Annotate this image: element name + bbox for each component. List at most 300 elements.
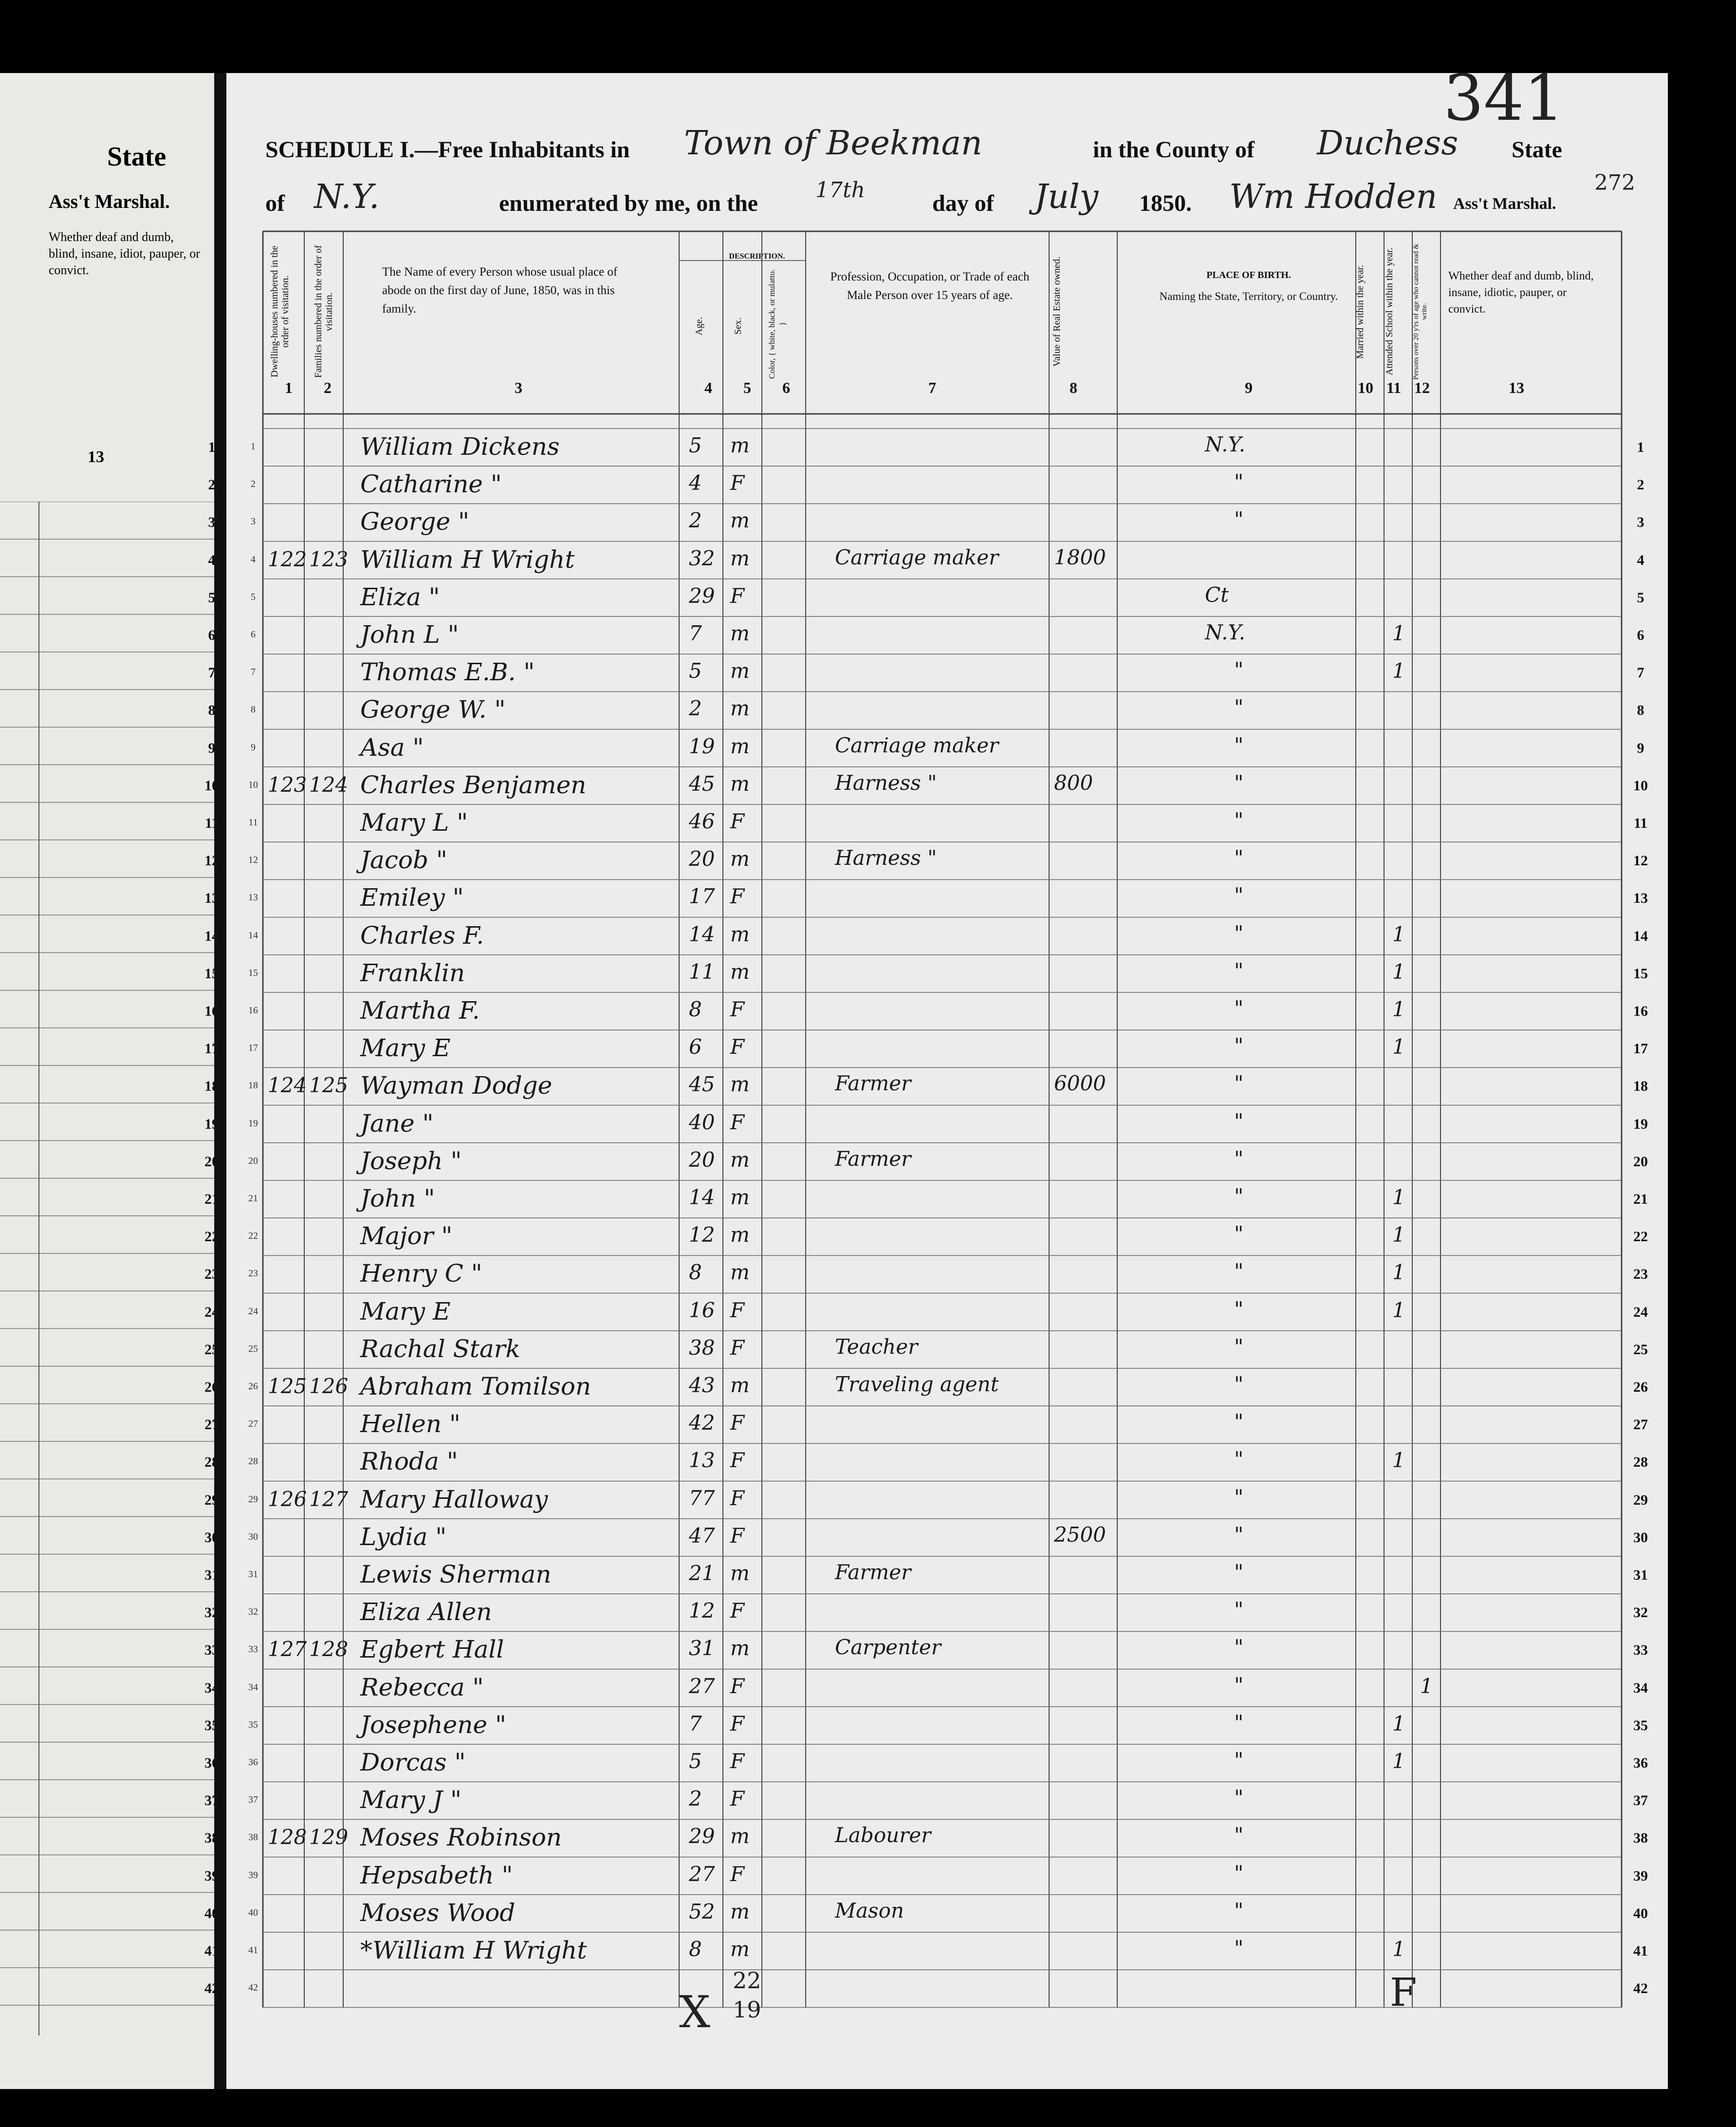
attended-school: 1 [1392, 1035, 1405, 1059]
row-number-right: 4 [1637, 552, 1644, 568]
row-number-right: 36 [1633, 1755, 1648, 1771]
person-occupation: Carriage maker [835, 733, 999, 757]
place-of-birth: " [1234, 1071, 1244, 1096]
person-name: Rhoda " [360, 1447, 458, 1476]
person-age: 4 [689, 471, 702, 495]
person-sex: F [730, 1448, 745, 1473]
row-number-inner: 39 [248, 1869, 258, 1881]
row-number-left: 21 [204, 1191, 219, 1207]
footer-tally-top: 22 [733, 1967, 761, 1994]
person-name: Jane " [360, 1109, 434, 1138]
page-number: 341 [1443, 61, 1565, 135]
day-of-label: day of [932, 190, 994, 216]
footer-right-mark: F [1390, 1970, 1417, 2015]
description-header: DESCRIPTION. [729, 252, 785, 261]
row-number-left: 36 [204, 1755, 219, 1771]
row-number-right: 32 [1633, 1605, 1648, 1621]
place-of-birth: " [1234, 1034, 1244, 1058]
person-sex: F [730, 1110, 745, 1134]
row-number-left: 24 [204, 1304, 219, 1320]
person-age: 46 [689, 809, 715, 833]
place-of-birth: " [1234, 1410, 1244, 1434]
person-age: 45 [689, 1072, 715, 1097]
attended-school: 1 [1392, 1260, 1405, 1285]
row-number-right: 15 [1633, 965, 1648, 982]
person-age: 27 [689, 1862, 715, 1886]
attended-school: 1 [1392, 1937, 1405, 1961]
dwelling-number: 126 [268, 1487, 307, 1511]
row-number-right: 19 [1633, 1116, 1648, 1132]
place-of-birth: " [1234, 1710, 1244, 1735]
attended-school: 1 [1392, 1223, 1405, 1247]
col-number-10: 10 [1358, 379, 1373, 396]
row-number-left: 27 [204, 1417, 219, 1433]
row-number-left: 4 [208, 552, 216, 568]
col2-header: Families numbered in the order of visitation. [313, 245, 334, 378]
person-age: 47 [689, 1523, 715, 1548]
real-estate-value: 1800 [1054, 545, 1106, 569]
person-sex: m [730, 1185, 750, 1209]
row-number-inner: 14 [248, 930, 258, 941]
row-number-inner: 17 [248, 1043, 258, 1054]
person-sex: m [730, 922, 750, 946]
place-of-birth: " [1234, 1146, 1244, 1171]
county-label: in the County of [1093, 137, 1255, 163]
person-sex: F [730, 1711, 745, 1735]
footer-tally-bottom: 19 [733, 1996, 761, 2023]
dwelling-number: 123 [268, 772, 307, 797]
col1-header: Dwelling-houses numbered in the order of visitation. [269, 245, 291, 378]
row-number-left: 13 [204, 890, 219, 907]
row-number-inner: 22 [248, 1231, 258, 1242]
row-number-left: 16 [204, 1003, 219, 1019]
row-number-right: 3 [1637, 514, 1644, 531]
person-name: Emiley " [360, 883, 464, 912]
place-of-birth: " [1234, 770, 1244, 795]
row-number-left: 12 [204, 853, 219, 869]
enumeration-day: 17th [815, 178, 866, 203]
col-number-11: 11 [1386, 379, 1402, 396]
row-number-left: 25 [204, 1341, 219, 1358]
family-number: 128 [309, 1637, 349, 1661]
place-of-birth: " [1234, 1861, 1244, 1885]
row-number-left: 17 [204, 1041, 219, 1057]
prev-page-col13-header: Whether deaf and dumb, blind, insane, idiot, pauper, or convict. [49, 230, 200, 277]
col7-header: Profession, Occupation, or Trade of each Male Person over 15 years of age. [830, 270, 1030, 302]
col-number-4: 4 [704, 379, 712, 396]
person-name: Egbert Hall [360, 1635, 504, 1664]
col-number-2: 2 [324, 379, 332, 396]
person-sex: F [730, 1599, 745, 1623]
person-name: John L " [360, 620, 459, 649]
person-name: Mary Halloway [360, 1485, 548, 1513]
row-number-inner: 8 [251, 704, 256, 715]
col5-header: Sex. [733, 317, 743, 335]
place-of-birth: " [1234, 958, 1244, 983]
person-name: Abraham Tomilson [360, 1372, 591, 1400]
row-number-inner: 31 [248, 1569, 258, 1580]
row-number-right: 17 [1633, 1041, 1648, 1057]
place-of-birth: " [1234, 1372, 1244, 1396]
place-of-birth: " [1234, 1447, 1244, 1472]
census-page [204, 61, 1668, 2089]
row-number-right: 2 [1637, 477, 1644, 493]
person-age: 77 [689, 1486, 715, 1510]
person-sex: m [730, 621, 750, 645]
row-number-inner: 9 [251, 742, 256, 753]
place-of-birth: " [1234, 1898, 1244, 1922]
person-age: 52 [689, 1899, 715, 1923]
person-name: Major " [360, 1222, 453, 1250]
prev-page-col13-number: 13 [88, 448, 104, 466]
row-number-left: 9 [208, 740, 216, 756]
row-number-right: 11 [1633, 815, 1648, 831]
person-age: 8 [689, 1937, 702, 1961]
person-name: George W. " [360, 695, 506, 724]
person-age: 20 [689, 1147, 715, 1172]
row-number-inner: 11 [248, 817, 258, 828]
county-name: Duchess [1317, 124, 1459, 163]
row-number-right: 22 [1633, 1229, 1648, 1245]
place-of-birth: N.Y. [1205, 432, 1246, 456]
person-name: John " [360, 1184, 435, 1213]
row-number-right: 34 [1633, 1679, 1648, 1696]
person-age: 27 [689, 1674, 715, 1698]
person-sex: m [730, 1147, 750, 1172]
row-number-inner: 23 [248, 1268, 258, 1279]
attended-school: 1 [1392, 1711, 1405, 1735]
row-number-right: 40 [1633, 1905, 1648, 1922]
row-number-left: 38 [204, 1830, 219, 1847]
person-occupation: Harness " [835, 846, 937, 870]
row-number-inner: 5 [251, 591, 256, 602]
person-occupation: Labourer [835, 1823, 931, 1847]
row-number-inner: 4 [251, 554, 256, 565]
row-number-right: 42 [1633, 1980, 1648, 1997]
place-of-birth: " [1234, 1635, 1244, 1660]
person-age: 5 [689, 1749, 702, 1773]
attended-school: 1 [1392, 659, 1405, 683]
row-number-right: 12 [1633, 853, 1648, 869]
person-sex: F [730, 884, 745, 909]
person-name: Rebecca " [360, 1673, 484, 1701]
row-number-inner: 13 [248, 892, 258, 903]
row-number-right: 5 [1637, 589, 1644, 606]
person-age: 2 [689, 696, 702, 721]
person-sex: F [730, 1486, 745, 1510]
place-of-birth: " [1234, 1485, 1244, 1509]
dwelling-number: 127 [268, 1637, 307, 1661]
row-number-inner: 19 [248, 1118, 258, 1129]
row-number-right: 1 [1637, 439, 1644, 455]
state-name: N.Y. [314, 178, 380, 216]
person-age: 11 [689, 959, 715, 984]
person-sex: F [730, 1862, 745, 1886]
col-number-9: 9 [1245, 379, 1253, 396]
row-number-right: 28 [1633, 1454, 1648, 1471]
row-number-inner: 30 [248, 1531, 258, 1542]
row-number-inner: 3 [251, 516, 256, 527]
attended-school: 1 [1392, 922, 1405, 946]
person-sex: m [730, 1373, 750, 1397]
person-age: 8 [689, 997, 702, 1021]
row-number-right: 6 [1637, 627, 1644, 643]
enumerated-label: enumerated by me, on the [499, 190, 758, 216]
row-number-inner: 38 [248, 1832, 258, 1843]
dwelling-number: 124 [268, 1073, 307, 1098]
row-number-right: 7 [1637, 665, 1644, 681]
row-number-right: 29 [1633, 1492, 1648, 1508]
row-number-inner: 33 [248, 1644, 258, 1655]
person-name: Eliza " [360, 582, 440, 611]
row-number-inner: 25 [248, 1343, 258, 1354]
person-name: Dorcas " [360, 1748, 466, 1776]
person-age: 13 [689, 1448, 715, 1473]
person-name: Charles Benjamen [360, 770, 587, 799]
person-sex: m [730, 508, 750, 533]
person-name: Charles F. [360, 921, 484, 950]
place-of-birth: " [1234, 1259, 1244, 1284]
row-number-left: 2 [208, 477, 216, 493]
person-occupation: Mason [835, 1898, 904, 1922]
person-sex: m [730, 771, 750, 796]
person-name: Mary J " [360, 1786, 462, 1814]
person-sex: F [730, 1749, 745, 1773]
row-number-inner: 2 [251, 479, 256, 490]
person-age: 29 [689, 1824, 715, 1848]
person-age: 38 [689, 1335, 715, 1360]
person-age: 12 [689, 1223, 715, 1247]
person-name: Wayman Dodge [360, 1071, 553, 1100]
place-of-birth: " [1234, 733, 1244, 757]
person-occupation: Carpenter [835, 1635, 941, 1660]
row-number-left: 18 [204, 1078, 219, 1095]
row-number-right: 39 [1633, 1867, 1648, 1884]
person-age: 21 [689, 1561, 715, 1585]
person-age: 8 [689, 1260, 702, 1285]
person-name: Henry C " [360, 1259, 482, 1288]
row-number-left: 42 [204, 1980, 219, 1997]
col-number-5: 5 [743, 379, 751, 396]
place-of-birth: " [1234, 1222, 1244, 1246]
row-number-inner: 10 [248, 779, 258, 790]
schedule-title: SCHEDULE I.—Free Inhabitants in [265, 137, 630, 163]
person-name: Mary L " [360, 808, 468, 837]
row-number-left: 11 [204, 815, 219, 831]
row-number-inner: 21 [248, 1193, 258, 1204]
row-number-left: 19 [204, 1116, 219, 1132]
town-name: Town of Beekman [684, 124, 982, 163]
col12-header: Persons over 20 y'rs of age who cannot read & write. [1412, 243, 1428, 380]
col-number-13: 13 [1509, 379, 1524, 396]
row-number-left: 34 [204, 1679, 219, 1696]
person-age: 14 [689, 922, 715, 946]
row-number-inner: 37 [248, 1794, 258, 1806]
row-number-right: 35 [1633, 1717, 1648, 1734]
real-estate-value: 2500 [1054, 1522, 1106, 1547]
person-age: 7 [689, 621, 702, 645]
person-occupation: Farmer [835, 1146, 911, 1171]
row-number-left: 41 [204, 1943, 219, 1959]
row-number-right: 38 [1633, 1830, 1648, 1847]
marshal-label: Ass't Marshal. [1453, 195, 1556, 213]
person-name: Lydia " [360, 1522, 447, 1551]
row-number-right: 30 [1633, 1529, 1648, 1546]
place-of-birth: " [1234, 1334, 1244, 1359]
row-number-right: 25 [1633, 1341, 1648, 1358]
row-number-inner: 36 [248, 1757, 258, 1768]
col3-header: The Name of every Person whose usual place of abode on the first day of June, 1850, was in this family. [382, 265, 618, 316]
person-sex: m [730, 1260, 750, 1285]
row-number-left: 31 [204, 1567, 219, 1583]
person-sex: F [730, 583, 745, 608]
person-age: 2 [689, 1787, 702, 1811]
dwelling-number: 122 [268, 547, 307, 571]
row-number-left: 28 [204, 1454, 219, 1471]
row-number-right: 18 [1633, 1078, 1648, 1095]
person-occupation: Teacher [835, 1334, 918, 1359]
col6-header: Color, { white, black, or mulatto. } [767, 269, 787, 379]
row-number-left: 5 [208, 589, 216, 606]
person-name: Mary E [360, 1034, 451, 1063]
row-number-inner: 7 [251, 667, 256, 678]
person-age: 43 [689, 1373, 715, 1397]
person-age: 20 [689, 847, 715, 871]
family-number: 126 [309, 1374, 349, 1398]
family-number: 127 [309, 1487, 349, 1511]
row-number-right: 23 [1633, 1266, 1648, 1283]
person-name: Franklin [360, 958, 465, 987]
place-of-birth: " [1234, 658, 1244, 682]
row-number-inner: 42 [248, 1982, 258, 1994]
row-number-right: 27 [1633, 1417, 1648, 1433]
attended-school: 1 [1392, 621, 1405, 645]
person-name: Mary E [360, 1297, 451, 1325]
row-number-left: 26 [204, 1379, 219, 1395]
row-number-right: 41 [1633, 1943, 1648, 1959]
person-age: 45 [689, 771, 715, 796]
col-number-8: 8 [1070, 379, 1077, 396]
row-number-right: 21 [1633, 1191, 1648, 1207]
person-sex: m [730, 1899, 750, 1923]
marshal-name: Wm Hodden [1229, 178, 1438, 216]
person-sex: F [730, 997, 745, 1021]
row-number-left: 39 [204, 1867, 219, 1884]
row-number-left: 32 [204, 1605, 219, 1621]
person-name: Lewis Sherman [360, 1560, 552, 1588]
person-sex: m [730, 659, 750, 683]
person-name: George " [360, 507, 470, 536]
row-number-inner: 16 [248, 1005, 258, 1016]
place-of-birth: N.Y. [1205, 620, 1246, 644]
place-of-birth: " [1234, 1786, 1244, 1810]
row-number-left: 15 [204, 965, 219, 982]
row-number-left: 6 [208, 627, 216, 643]
person-sex: F [730, 1035, 745, 1059]
cannot-read-write: 1 [1420, 1674, 1433, 1698]
attended-school: 1 [1392, 1749, 1405, 1773]
row-number-inner: 20 [248, 1155, 258, 1166]
row-number-right: 9 [1637, 740, 1644, 756]
place-of-birth: " [1234, 1598, 1244, 1622]
attended-school: 1 [1392, 959, 1405, 984]
row-number-inner: 1 [251, 441, 256, 452]
state-label: State [1512, 137, 1562, 163]
person-age: 2 [689, 508, 702, 533]
place-of-birth: " [1234, 1748, 1244, 1772]
row-number-inner: 29 [248, 1493, 258, 1505]
col-number-7: 7 [928, 379, 936, 396]
prev-page-ruling [0, 502, 214, 2035]
row-number-inner: 26 [248, 1381, 258, 1392]
person-occupation: Harness " [835, 770, 937, 795]
row-number-left: 40 [204, 1905, 219, 1922]
row-number-left: 20 [204, 1153, 219, 1170]
person-sex: F [730, 1787, 745, 1811]
real-estate-value: 6000 [1054, 1071, 1106, 1096]
page-number-small: 272 [1594, 170, 1635, 195]
person-name: William H Wright [360, 545, 575, 574]
person-occupation: Traveling agent [835, 1372, 999, 1396]
person-name: Moses Wood [360, 1898, 516, 1927]
person-sex: m [730, 1561, 750, 1585]
place-of-birth: " [1234, 507, 1244, 532]
row-number-left: 7 [208, 665, 216, 681]
person-name: Asa " [360, 733, 424, 762]
row-number-left: 29 [204, 1492, 219, 1508]
person-sex: m [730, 1223, 750, 1247]
row-number-inner: 32 [248, 1606, 258, 1618]
row-number-left: 22 [204, 1229, 219, 1245]
enumeration-month: July [1034, 178, 1099, 216]
place-of-birth: " [1234, 846, 1244, 870]
family-number: 129 [309, 1825, 349, 1849]
person-age: 42 [689, 1411, 715, 1435]
col9-header: Naming the State, Territory, or Country. [1159, 290, 1338, 302]
col4-header: Age. [694, 317, 704, 336]
person-occupation: Carriage maker [835, 545, 999, 569]
row-number-right: 33 [1633, 1642, 1648, 1659]
place-of-birth: " [1234, 1297, 1244, 1321]
row-number-right: 10 [1633, 777, 1648, 794]
person-age: 31 [689, 1636, 715, 1661]
person-name: Moses Robinson [360, 1823, 562, 1852]
row-number-left: 35 [204, 1717, 219, 1734]
person-age: 32 [689, 546, 715, 570]
place-of-birth: Ct [1205, 582, 1229, 607]
col8-header: Value of Real Estate owned. [1052, 256, 1062, 367]
of-label: of [265, 190, 285, 216]
place-of-birth: " [1234, 1936, 1244, 1960]
person-sex: F [730, 1335, 745, 1360]
person-name: Rachal Stark [360, 1334, 520, 1363]
col-number-12: 12 [1414, 379, 1430, 396]
row-number-inner: 6 [251, 629, 256, 640]
previous-page-fragment [0, 73, 214, 2089]
row-number-inner: 12 [248, 855, 258, 866]
place-of-birth: " [1234, 470, 1244, 494]
row-number-left: 14 [204, 928, 219, 944]
person-sex: m [730, 959, 750, 984]
place-of-birth: " [1234, 695, 1244, 720]
row-number-right: 20 [1633, 1153, 1648, 1170]
person-sex: m [730, 847, 750, 871]
row-number-left: 37 [204, 1792, 219, 1809]
person-name: *William H Wright [360, 1936, 587, 1964]
person-sex: F [730, 471, 745, 495]
person-age: 40 [689, 1110, 715, 1134]
place-of-birth: " [1234, 1560, 1244, 1584]
